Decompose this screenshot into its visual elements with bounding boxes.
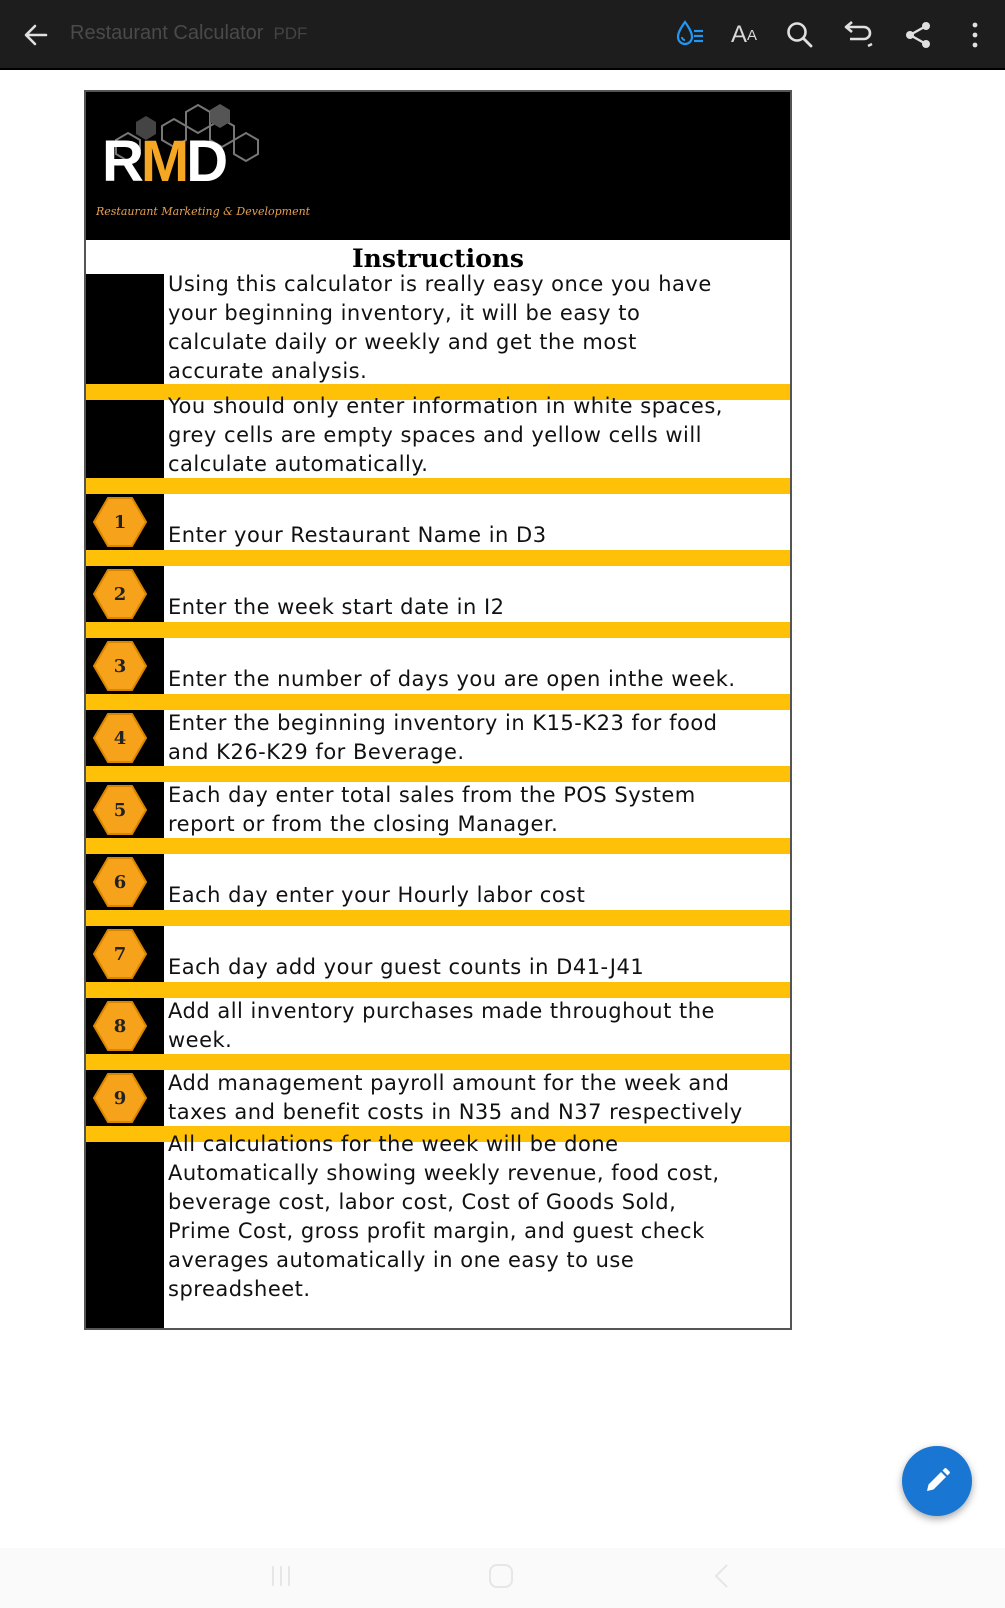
step-badge-hexagon-icon [92,712,148,764]
yellow-divider [86,910,790,926]
back-arrow-icon[interactable] [18,17,54,53]
document-type-label: PDF [273,24,308,43]
step-line: Each day add your guest counts in D41-J41 [168,955,645,979]
step-number: 6 [113,871,127,893]
step-row-5 [86,782,790,838]
yellow-divider [86,838,790,854]
rmd-logo [102,128,225,195]
yellow-divider [86,478,790,494]
yellow-divider [86,622,790,638]
step-row-4 [86,710,790,766]
text-size-small: A [747,26,758,44]
instructions-heading: Instructions [351,244,525,273]
step-number: 8 [113,1015,127,1037]
intro-line: your beginning inventory, it will be easy to [168,301,641,325]
step-number: 4 [113,727,127,749]
edit-fab-button[interactable] [902,1446,972,1516]
step-line: Enter the beginning inventory in K15-K23 for food [168,711,718,735]
step-number: 2 [113,583,127,605]
outro-line: averages automatically in one easy to use [168,1248,635,1272]
logo-letter-d: D [186,129,226,194]
document-title [70,22,307,45]
step-line: Each day enter total sales from the POS System [168,783,696,807]
more-options-icon[interactable] [960,17,990,53]
outro-block [86,1132,790,1330]
step-row-6 [86,854,790,910]
outro-line: beverage cost, labor cost, Cost of Goods Sold, [168,1190,677,1214]
logo-letter-m: M [140,129,187,194]
step-row-3 [86,638,790,694]
side-block [86,274,164,384]
step-number: 5 [113,799,127,821]
recent-apps-icon[interactable] [268,1564,294,1592]
step-line: Enter the week start date in I2 [168,595,505,619]
intro-block-2 [86,394,790,478]
system-back-icon[interactable] [712,1563,732,1593]
step-badge-hexagon-icon [92,1000,148,1052]
text-size-icon[interactable] [726,17,762,53]
step-badge-hexagon-icon [92,568,148,620]
step-line: taxes and benefit costs in N35 and N37 respectively [168,1100,743,1124]
yellow-divider [86,550,790,566]
step-row-8 [86,998,790,1054]
liquid-mode-icon[interactable] [672,17,708,53]
step-badge-hexagon-icon [92,640,148,692]
step-number: 3 [113,655,127,677]
step-badge-hexagon-icon [92,784,148,836]
step-line: and K26-K29 for Beverage. [168,740,465,764]
rmd-header-banner [86,92,790,240]
yellow-divider [86,982,790,998]
step-line: Each day enter your Hourly labor cost [168,883,586,907]
logo-subtitle: Restaurant Marketing & Development [96,205,311,218]
undo-icon[interactable] [840,17,876,53]
step-badge-hexagon-icon [92,496,148,548]
step-number: 1 [113,511,127,533]
step-badge-hexagon-icon [92,856,148,908]
intro-block-1 [86,274,790,384]
yellow-divider [86,766,790,782]
step-line: Enter the number of days you are open inthe week. [168,667,736,691]
system-nav-bar [0,1548,1005,1608]
outro-line: spreadsheet. [168,1277,311,1301]
step-row-1 [86,494,790,550]
yellow-divider [86,1054,790,1070]
pdf-page [84,90,792,1330]
step-row-2 [86,566,790,622]
intro-line: accurate analysis. [168,359,368,383]
intro-line: calculate daily or weekly and get the most [168,330,637,354]
step-line: week. [168,1028,233,1052]
outro-line: Automatically showing weekly revenue, food cost, [168,1161,720,1185]
step-number: 7 [113,943,127,965]
intro-line: grey cells are empty spaces and yellow cells will [168,423,703,447]
step-line: Add management payroll amount for the week and [168,1071,730,1095]
home-icon[interactable] [488,1563,514,1593]
step-line: Add all inventory purchases made throughout the [168,999,715,1023]
side-block [86,400,164,478]
share-icon[interactable] [900,17,936,53]
intro-line: You should only enter information in white spaces, [168,394,723,418]
app-toolbar [0,0,1005,70]
intro-line: calculate automatically. [168,452,429,476]
step-row-7 [86,926,790,982]
step-badge-hexagon-icon [92,928,148,980]
document-title-text: Restaurant Calculator [70,22,264,44]
outro-line: All calculations for the week will be done [168,1132,619,1156]
step-line: Enter your Restaurant Name in D3 [168,523,547,547]
step-row-9 [86,1070,790,1126]
logo-letter-r: R [102,129,141,194]
intro-line: Using this calculator is really easy once you have [168,272,712,296]
outro-line: Prime Cost, gross profit margin, and guest check [168,1219,705,1243]
side-block [86,1142,164,1330]
search-icon[interactable] [782,17,818,53]
step-badge-hexagon-icon [92,1072,148,1124]
step-number: 9 [113,1087,127,1109]
pencil-icon [922,1466,952,1496]
text-size-big: A [730,21,747,48]
yellow-divider [86,694,790,710]
step-line: report or from the closing Manager. [168,812,559,836]
